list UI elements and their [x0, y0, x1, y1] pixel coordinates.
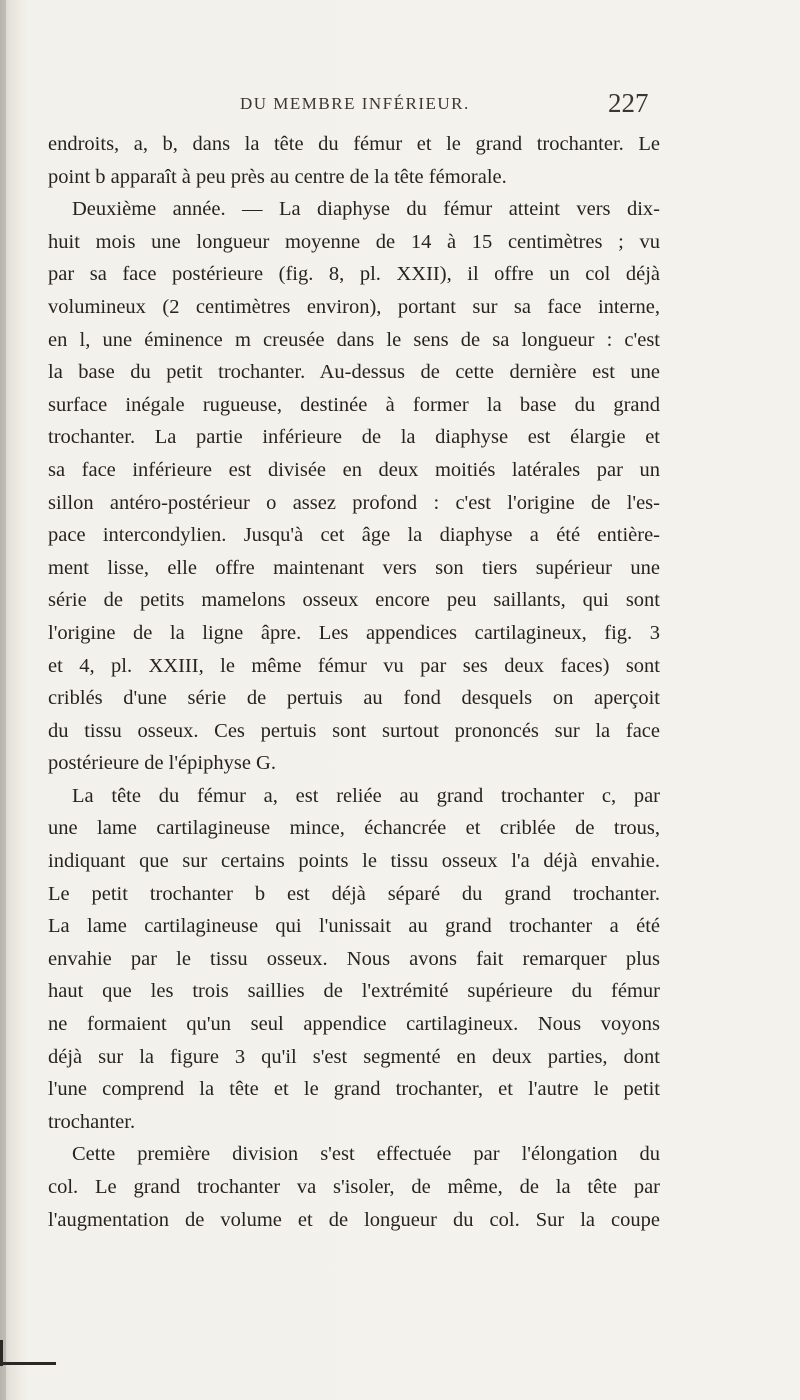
text-line: ment lisse, elle offre maintenant vers son tiers supérieur une [48, 556, 660, 579]
text-line: sa face inférieure est divisée en deux moitiés latérales par un [48, 458, 660, 481]
page-number: 227 [608, 88, 649, 118]
text-line: déjà sur la figure 3 qu'il s'est segmenté en deux parties, dont [48, 1045, 660, 1068]
text-line: col. Le grand trochanter va s'isoler, de même, de la tête par [48, 1176, 660, 1198]
text-line: Le petit trochanter b est déjà séparé du grand trochanter. [48, 882, 660, 905]
text-line: l'augmentation de volume et de longueur du col. Sur la coupe [48, 1208, 660, 1231]
text-line: trochanter. [48, 1110, 136, 1133]
text-line: criblés d'une série de pertuis au fond desquels on aperçoit [48, 687, 660, 710]
text-line: endroits, a, b, dans la tête du fémur et le grand trochanter. Le [48, 133, 660, 155]
text-line: la base du petit trochanter. Au-dessus de cette dernière est une [48, 361, 660, 384]
text-line: volumineux (2 centimètres environ), portant sur sa face interne, [48, 295, 660, 318]
body-text [48, 128, 660, 1236]
text-line: indiquant que sur certains points le tissu osseux l'a déjà envahie. [48, 850, 660, 873]
text-line: envahie par le tissu osseux. Nous avons fait remarquer plus [48, 947, 660, 970]
text-line: postérieure de l'épiphyse G. [48, 752, 276, 775]
text-line: La tête du fémur a, est reliée au grand trochanter c, par [72, 784, 660, 807]
text-line: par sa face postérieure (fig. 8, pl. XXII), il offre un col déjà [48, 263, 660, 286]
text-line: surface inégale rugueuse, destinée à former la base du grand [48, 393, 660, 416]
text-line: l'origine de la ligne âpre. Les appendices cartilagineux, fig. 3 [48, 621, 660, 644]
text-line: et 4, pl. XXIII, le même fémur vu par ses deux faces) sont [48, 654, 660, 677]
running-head [40, 88, 800, 122]
text-line: du tissu osseux. Ces pertuis sont surtout prononcés sur la face [48, 719, 660, 742]
text-line: série de petits mamelons osseux encore peu saillants, qui sont [48, 589, 660, 612]
text-line: Cette première division s'est effectuée par l'élongation du [72, 1143, 660, 1166]
text-line: une lame cartilagineuse mince, échancrée et criblée de trous, [48, 817, 660, 840]
text-line: sillon antéro-postérieur o assez profond : c'est l'origine de l'es- [48, 491, 660, 514]
text-line: haut que les trois saillies de l'extrémité supérieure du fémur [48, 980, 660, 1003]
text-line: trochanter. La partie inférieure de la diaphyse est élargie et [48, 426, 660, 449]
page-gutter-shadow [0, 0, 6, 1400]
header-title: DU MEMBRE INFÉRIEUR. [240, 94, 470, 113]
text-line: ne formaient qu'un seul appendice cartilagineux. Nous voyons [48, 1013, 660, 1036]
text-line: en l, une éminence m creusée dans le sens de sa longueur : c'est [48, 328, 660, 351]
text-line: l'une comprend la tête et le grand trochanter, et l'autre le petit [48, 1078, 660, 1101]
text-line: point b apparaît à peu près au centre de la tête fémorale. [48, 165, 507, 188]
corner-mark-horizontal [0, 1362, 56, 1365]
text-line: huit mois une longueur moyenne de 14 à 15 centimètres ; vu [48, 230, 660, 253]
text-line: pace intercondylien. Jusqu'à cet âge la diaphyse a été entière- [48, 524, 660, 547]
text-line: La lame cartilagineuse qui l'unissait au grand trochanter a été [48, 915, 660, 938]
text-line: Deuxième année. — La diaphyse du fémur atteint vers dix- [72, 198, 660, 221]
